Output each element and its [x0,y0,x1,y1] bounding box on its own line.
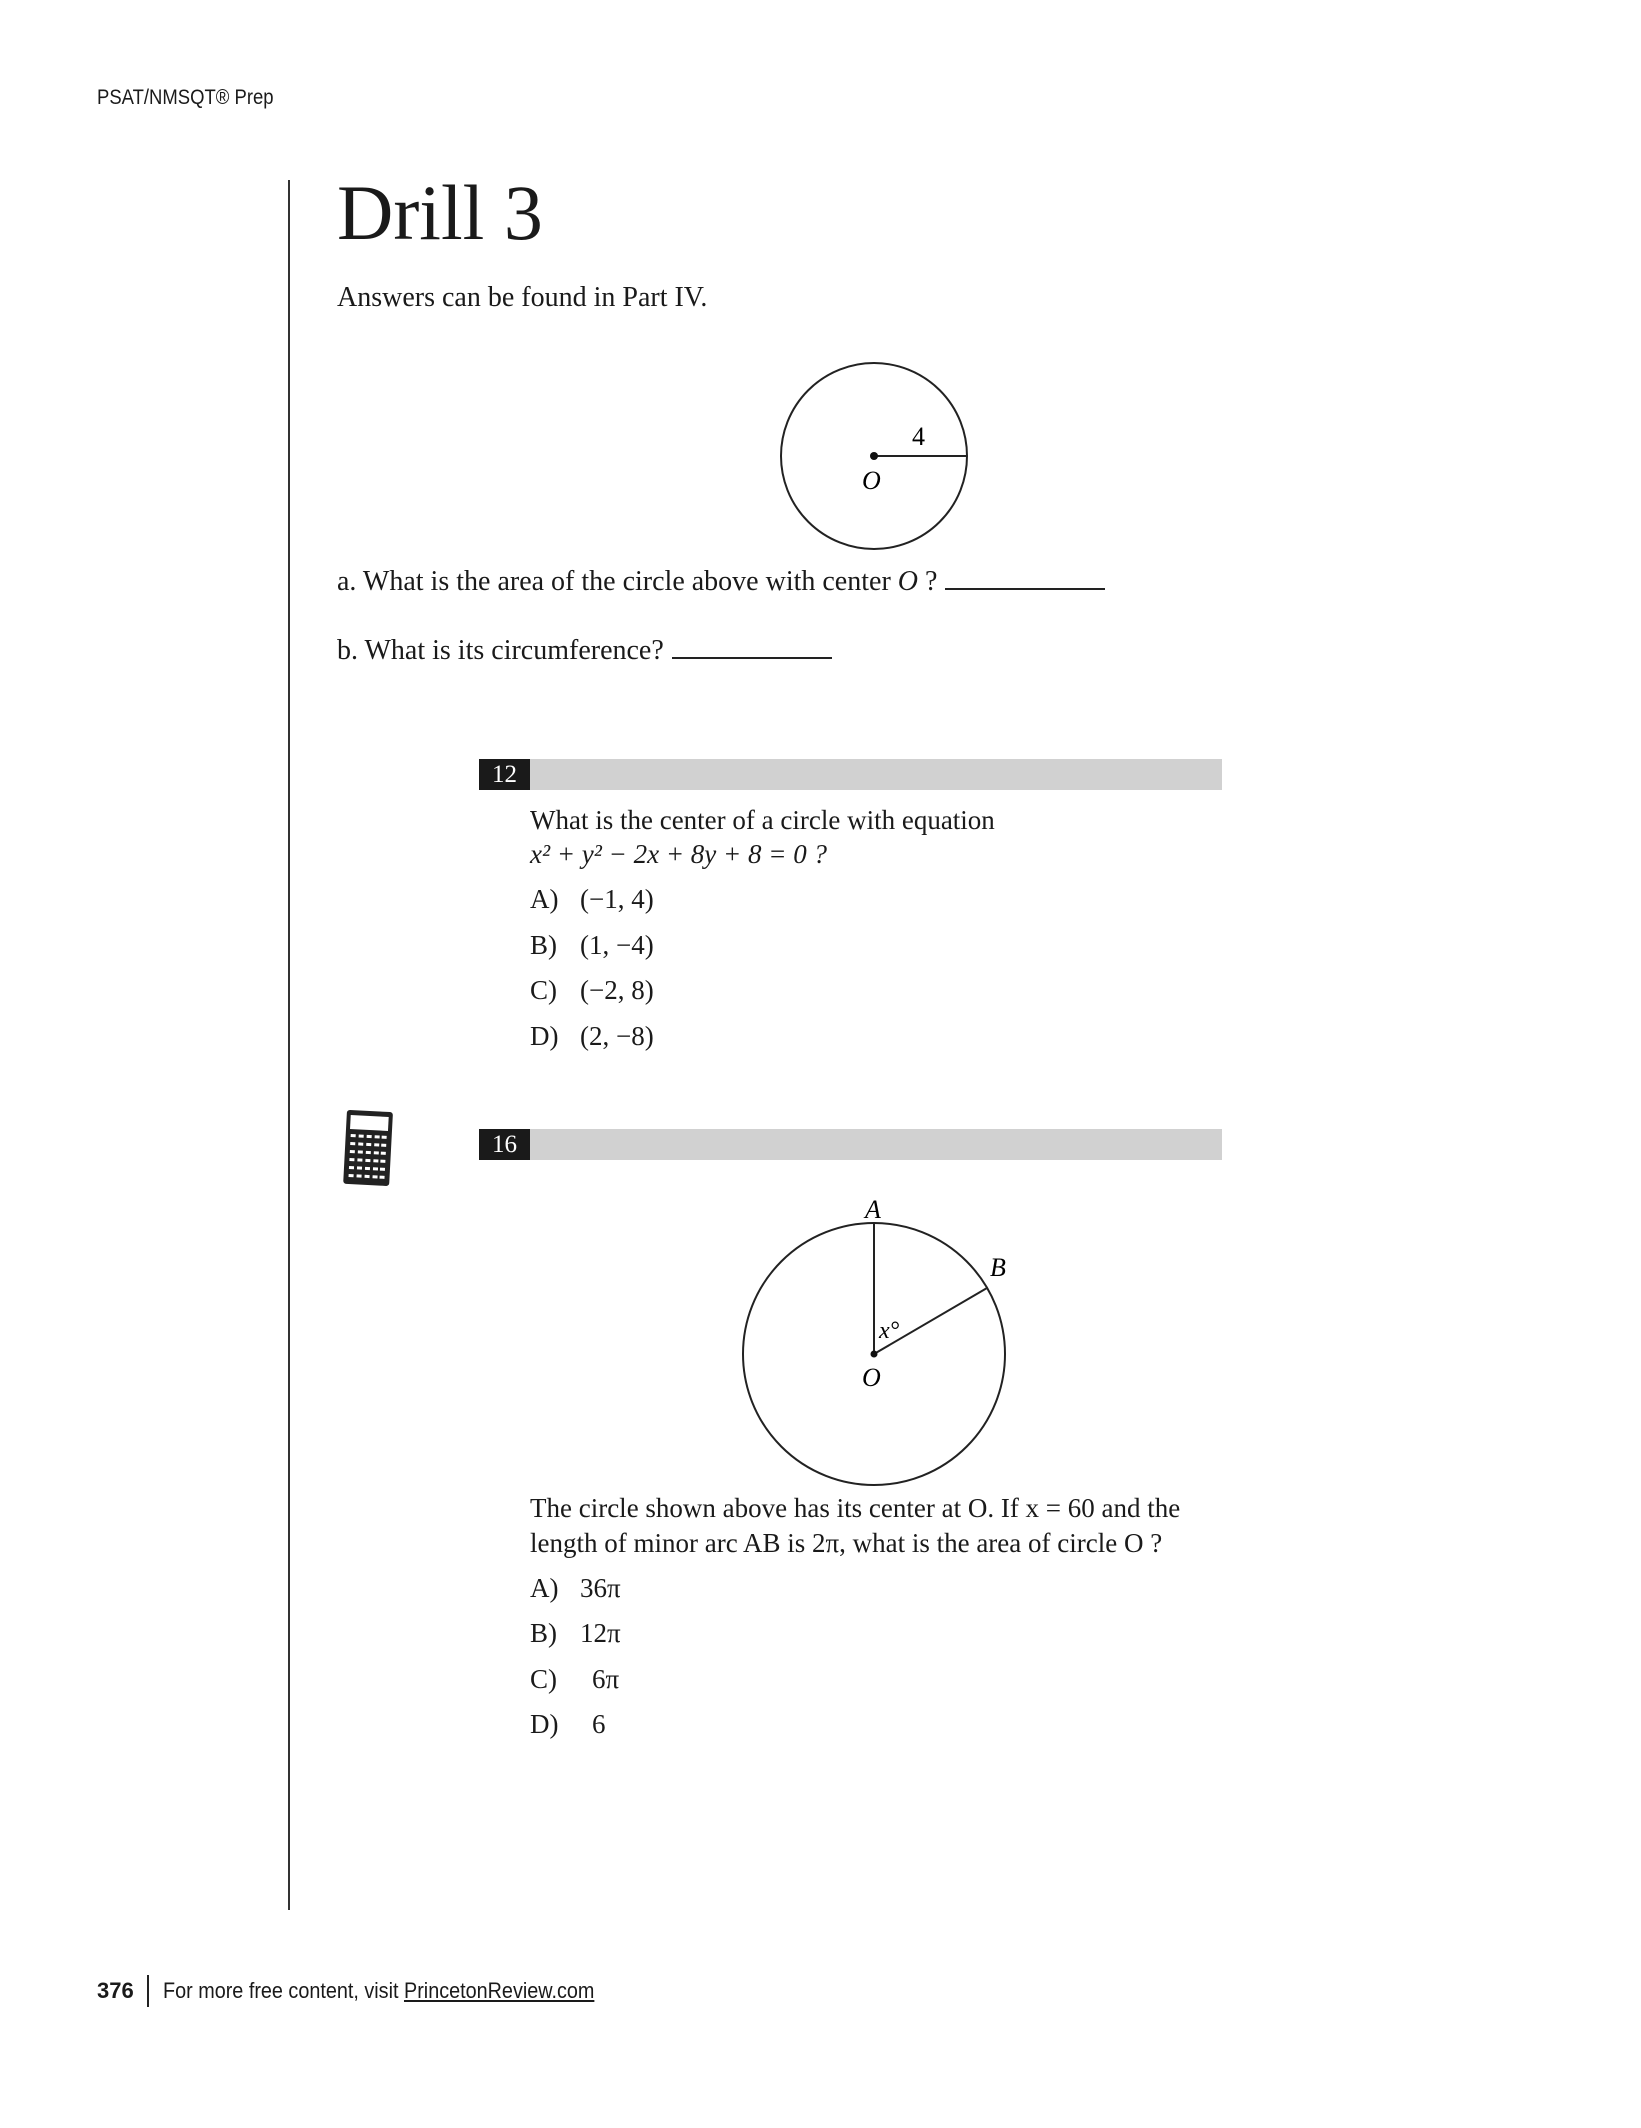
radius-label: 4 [912,422,925,451]
princeton-review-link[interactable]: PrincetonReview.com [403,1978,595,2003]
q12-equation: x² + y² − 2x + 8y + 8 = 0 ? [530,839,827,869]
point-a-label: A [865,1195,881,1224]
q16-option-c[interactable]: C) 6π [530,1664,620,1694]
calculator-icon [339,1108,399,1190]
answer-blank-b[interactable] [672,635,832,659]
question-a: a. What is the area of the circle above with center O ? [337,566,1105,598]
q16-stem-line1: The circle shown above has its center at O. If x = 60 and the [530,1493,1181,1523]
question-number: 12 [479,759,530,790]
q12-option-d[interactable]: D) (2, −8) [530,1021,654,1051]
q12-stem: What is the center of a circle with equation [530,805,995,835]
drill-subtitle: Answers can be found in Part IV. [337,282,708,313]
q16-option-d[interactable]: D) 6 [530,1709,606,1739]
q12-option-a[interactable]: A) (−1, 4) [530,884,654,914]
answer-blank-a[interactable] [945,566,1105,590]
q12-option-b[interactable]: B) (1, −4) [530,930,654,960]
center-label: O [862,1363,881,1392]
point-b-label: B [990,1253,1006,1282]
q16-option-a[interactable]: A) 36π [530,1573,621,1603]
page-number: 376 [97,1978,134,2003]
question-number: 16 [479,1129,530,1160]
circle-figure-2 [724,1190,1024,1490]
question-b: b. What is its circumference? [337,635,832,667]
center-label: O [862,466,881,495]
drill-title: Drill 3 [337,169,543,256]
footer-text: For more free content, visit PrincetonReview.com [163,1978,595,2003]
margin-rule [288,180,290,1910]
q16-stem-line2: length of minor arc AB is 2π, what is the area of circle O ? [530,1528,1163,1558]
question-bar-12 [479,759,1222,790]
angle-label: x° [879,1318,900,1344]
footer-divider [147,1975,149,2007]
q16-option-b[interactable]: B) 12π [530,1618,621,1648]
q12-option-c[interactable]: C) (−2, 8) [530,975,654,1005]
circle-figure-1 [770,355,980,555]
running-head: PSAT/NMSQT® Prep [97,86,274,109]
question-bar-16 [479,1129,1222,1160]
